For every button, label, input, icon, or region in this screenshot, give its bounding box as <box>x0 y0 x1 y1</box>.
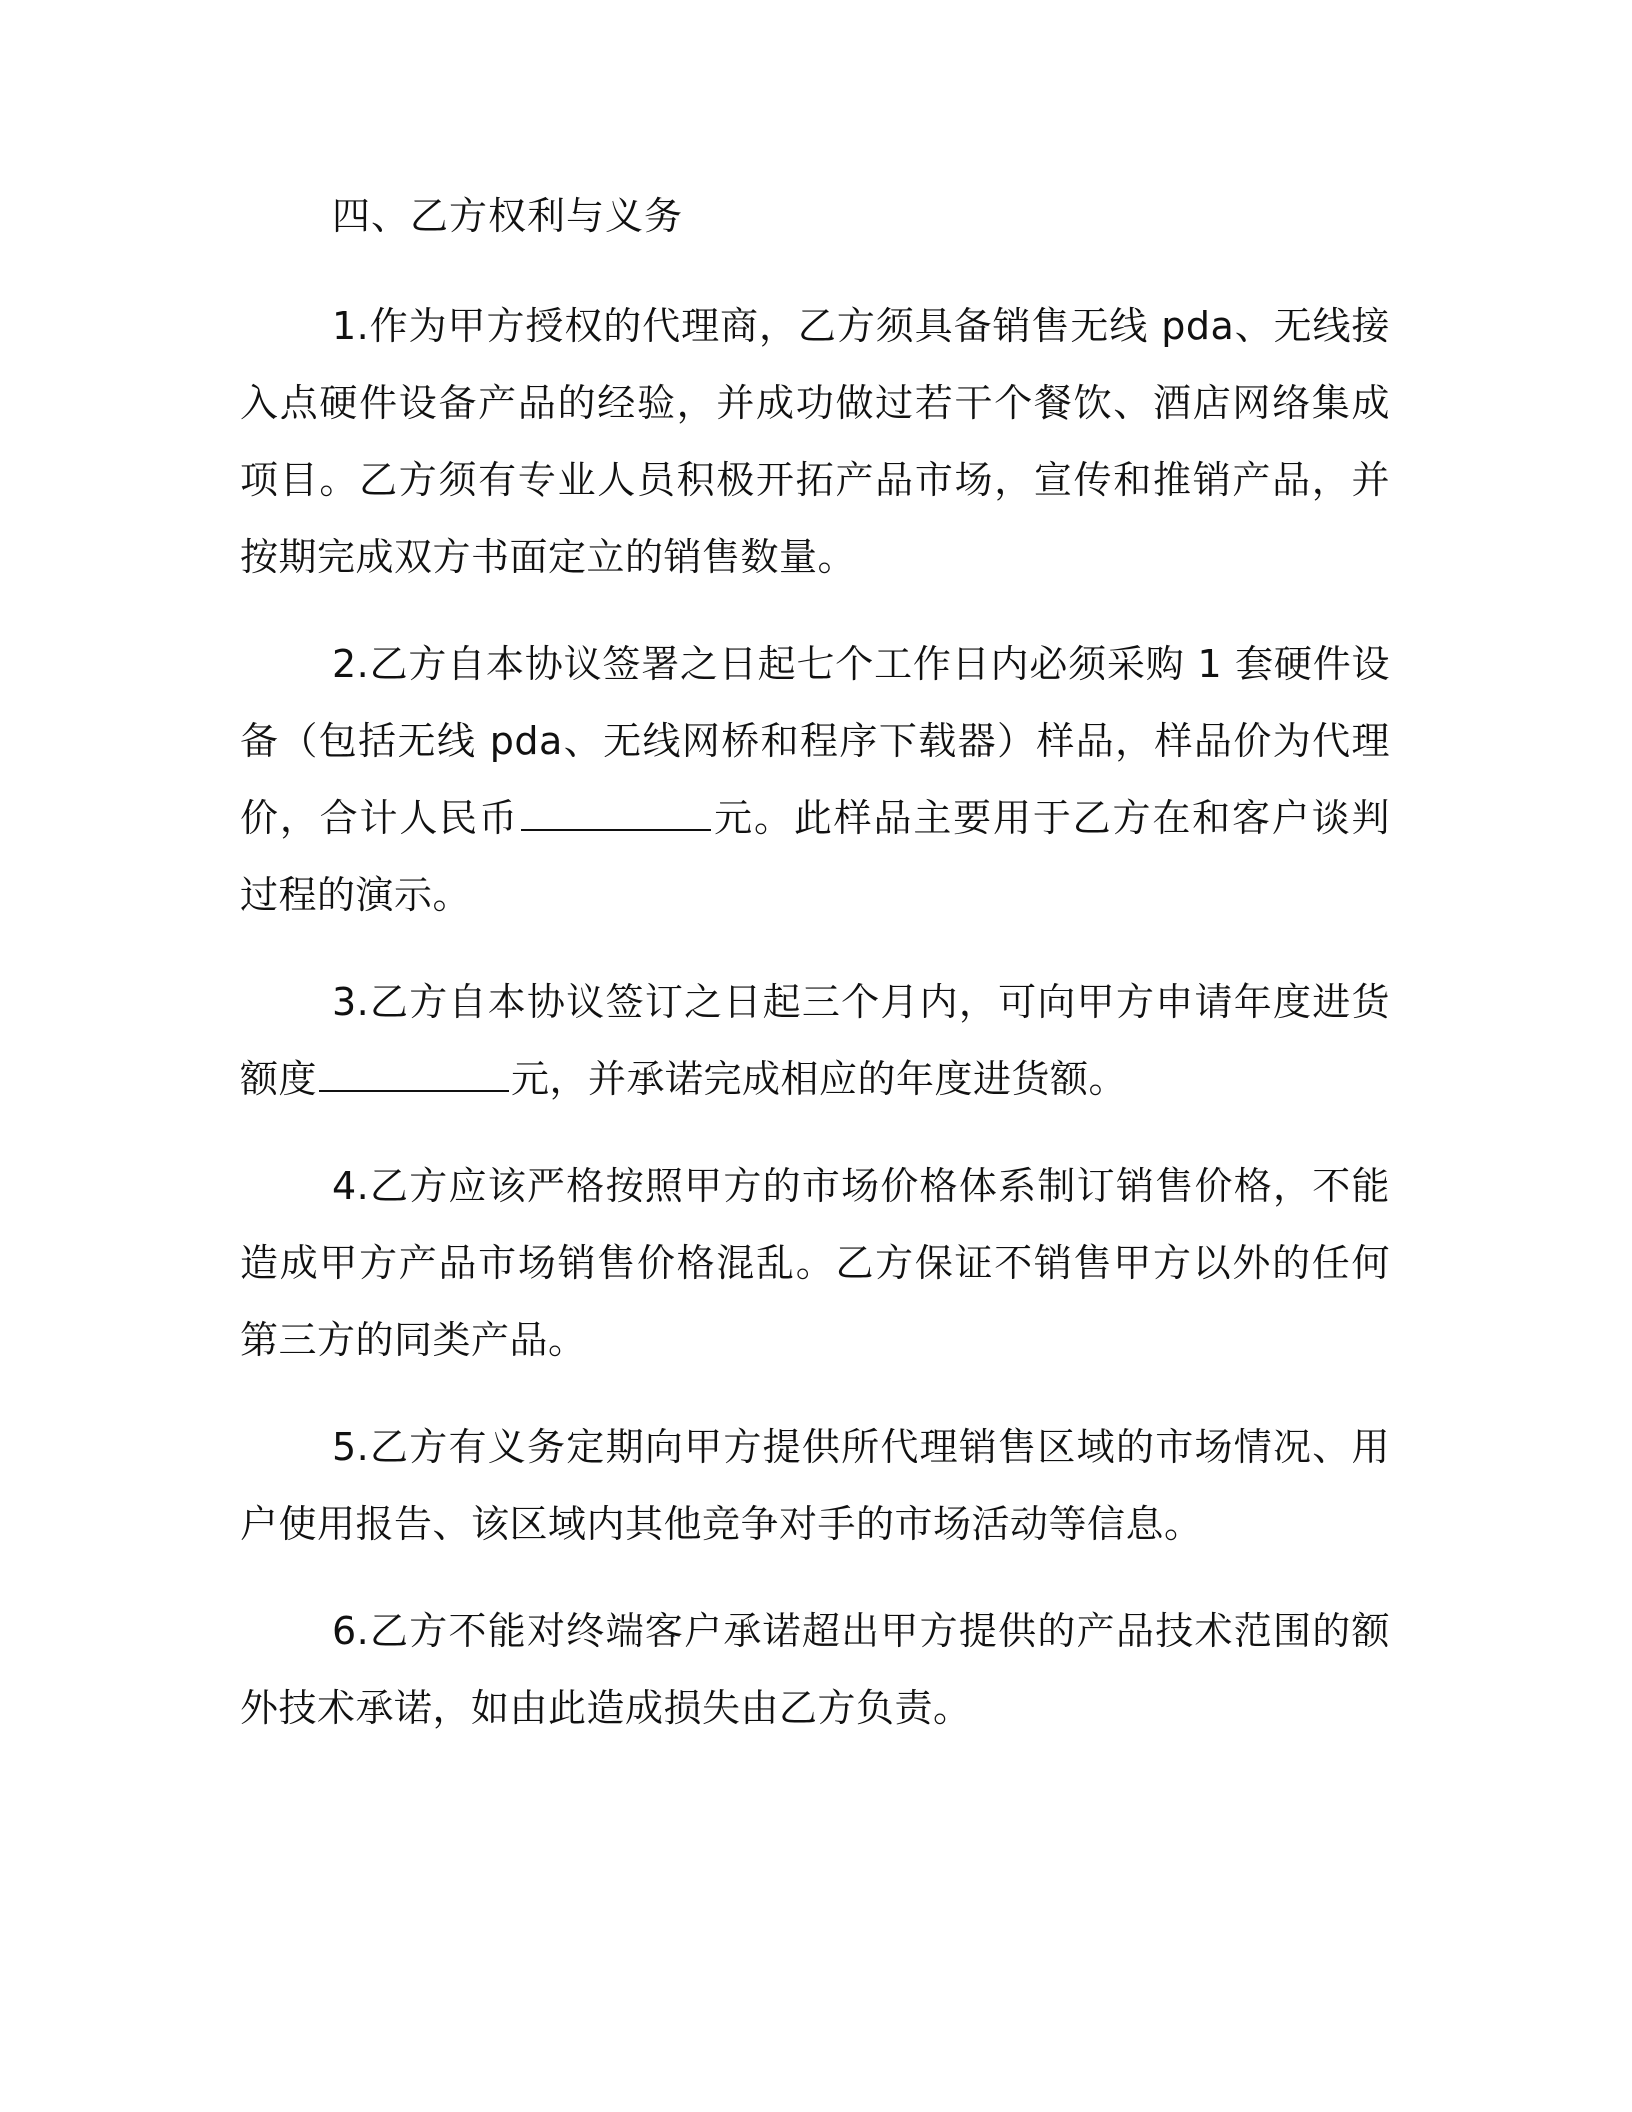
clause-1: 1.作为甲方授权的代理商，乙方须具备销售无线 pda、无线接入点硬件设备产品的经验，并成功做过若干个餐饮、酒店网络集成项目。乙方须有专业人员积极开拓产品市场，宣传和推销产品，并按期完成双方书面定立的销售数量。 <box>240 304 1390 579</box>
clause-2-text-start: 2.乙方自本协议签署之日起七个工作日内必须采购 1 套硬件设备（包括无线 pda、无线网桥和程序下载器）样品，样品价为代理价，合计人民币 <box>240 642 1390 840</box>
clause-4: 4.乙方应该严格按照甲方的市场价格体系制订销售价格，不能造成甲方产品市场销售价格混乱。乙方保证不销售甲方以外的任何第三方的同类产品。 <box>240 1164 1390 1362</box>
fill-in-blank-quota[interactable] <box>319 1060 509 1092</box>
document-body <box>240 190 1390 1777</box>
clause-5: 5.乙方有义务定期向甲方提供所代理销售区域的市场情况、用户使用报告、该区域内其他竞争对手的市场活动等信息。 <box>240 1425 1390 1546</box>
clause-6: 6.乙方不能对终端客户承诺超出甲方提供的产品技术范围的额外技术承诺，如由此造成损失由乙方负责。 <box>240 1609 1390 1730</box>
clause-3-text-start: 3.乙方自本协议签订之日起三个月内，可向甲方申请年度进货额度 <box>240 980 1390 1101</box>
section-heading: 四、乙方权利与义务 <box>332 194 684 238</box>
clause-3-text-end: 元，并承诺完成相应的年度进货额。 <box>511 1057 1128 1101</box>
clause-2 <box>240 626 1390 934</box>
fill-in-blank-amount[interactable] <box>521 799 711 831</box>
clause-3 <box>240 964 1390 1118</box>
clause-2-text-end: 元。此样品主要用于乙方在和客户谈判过程的演示。 <box>240 796 1390 917</box>
